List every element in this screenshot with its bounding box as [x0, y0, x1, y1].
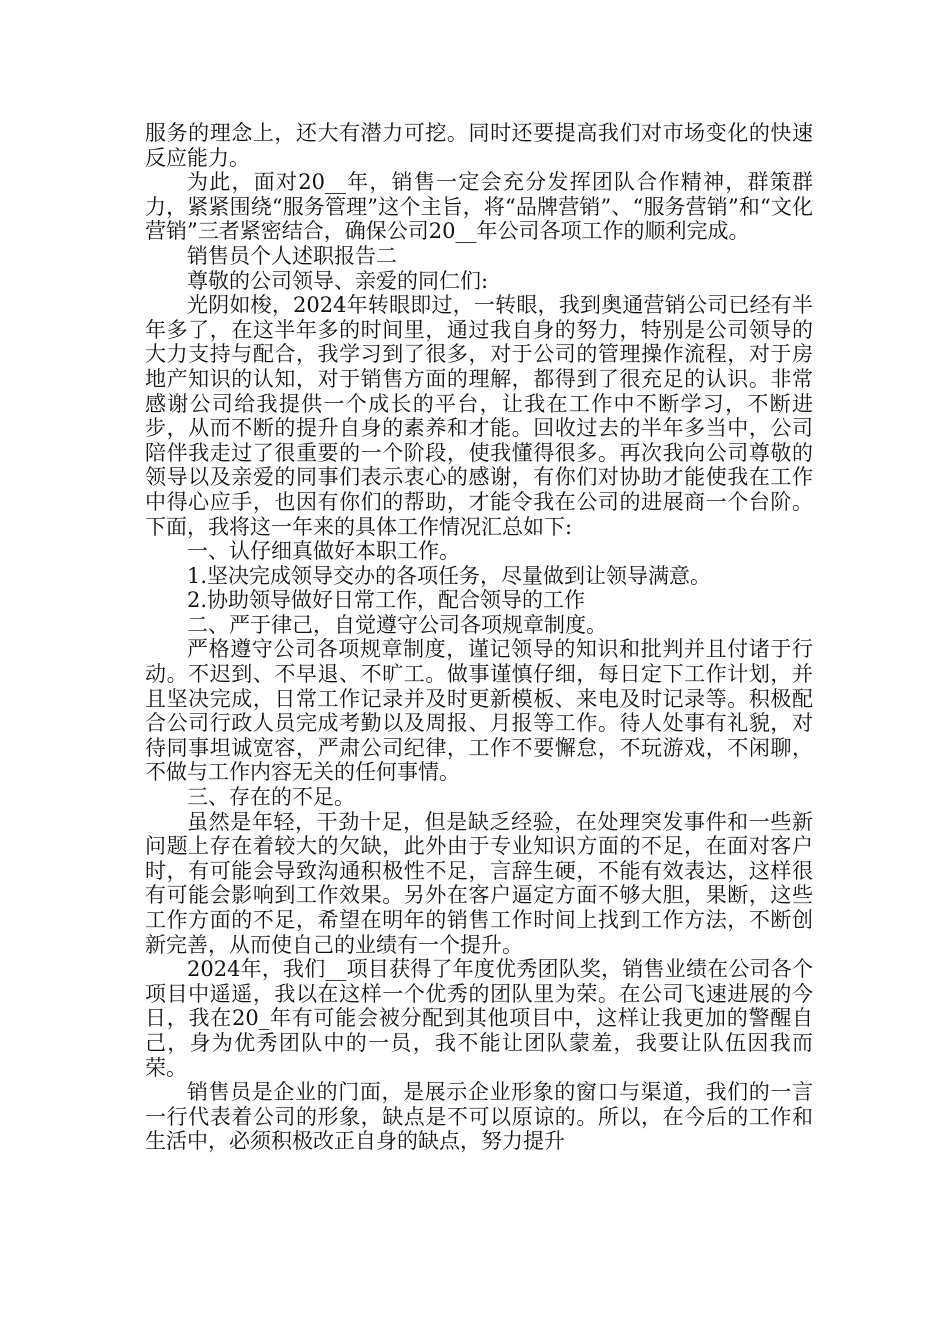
paragraph-team-award: 2024年，我们__项目获得了年度优秀团队奖，销售业绩在公司各个项目中遥遥，我以在这样一个优秀的团队里为荣。在公司飞速进展的今日，我在20_年有可能会被分配到其他项目中，这样让我更加的警醒自己，身为优秀团队中的一员，我不能让团队蒙羞，我要让队伍因我而荣。	[145, 957, 813, 1080]
paragraph-introduction: 光阴如梭，2024年转眼即过，一转眼，我到奥通营销公司已经有半年多了，在这半年多的时间里，通过我自身的努力，特别是公司领导的大力支持与配合，我学习到了很多，对于公司的管理操作流程，对于房地产知识的认知，对于销售方面的理解，都得到了很充足的认识。非常感谢公司给我提供一个成长的平台，让我在工作中不断学习，不断进步，从而不断的提升自身的素养和才能。回收过去的半年多当中，公司陪伴我走过了很重要的一个阶段，使我懂得很多。再次我向公司尊敬的领导以及亲爱的同事们表示衷心的感谢，有你们对协助才能使我在工作中得心应手，也因有你们的帮助，才能令我在公司的进展商一个台阶。下面，我将这一年来的具体工作情况汇总如下:	[145, 293, 813, 539]
heading-duty: 一、认仔细真做好本职工作。	[187, 539, 460, 564]
paragraph-team-goal: 为此，面对20__年，销售一定会充分发挥团队合作精神，群策群力，紧紧围绕“服务管理”这个主旨，将“品牌营销”、“服务营销”和“文化营销”三者紧密结合，确保公司20__年公司各项工作的顺利完成。	[145, 170, 813, 244]
paragraph-shortcomings: 虽然是年轻，干劲十足，但是缺乏经验，在处理突发事件和一些新问题上存在着较大的欠缺，此外由于专业知识方面的不足，在面对客户时，有可能会导致沟通积极性不足，言辞生硬，不能有效表达，这样很有可能会影响到工作效果。另外在客户逼定方面不够大胆，果断，这些工作方面的不足，希望在明年的销售工作时间上找到工作方法，不断创新完善，从而使自己的业绩有一个提升。	[145, 809, 813, 957]
list-item-1: 1.坚决完成领导交办的各项任务，尽量做到让领导满意。	[187, 563, 712, 588]
paragraph-conclusion: 销售员是企业的门面，是展示企业形象的窗口与渠道，我们的一言一行代表着公司的形象，缺点是不可以原谅的。所以，在今后的工作和生活中，必须积极改正自身的缺点，努力提升	[145, 1080, 813, 1154]
heading-shortcomings: 三、存在的不足。	[187, 785, 355, 810]
salutation: 尊敬的公司领导、亲爱的同仁们:	[187, 268, 489, 293]
paragraph-discipline: 严格遵守公司各项规章制度，谨记领导的知识和批判并且付诸于行动。不迟到、不早退、不旷工。做事谨慎仔细，每日定下工作计划，并且坚决完成，日常工作记录并及时更新模板、来电及时记录等。积极配合公司行政人员完成考勤以及周报、月报等工作。待人处事有礼貌，对待同事坦诚宽容，严肃公司纪律，工作不要懈怠，不玩游戏，不闲聊，不做与工作内容无关的任何事情。	[145, 637, 813, 785]
paragraph-service-ability: 服务的理念上，还大有潜力可挖。同时还要提高我们对市场变化的快速反应能力。	[145, 121, 813, 170]
section-title: 销售员个人述职报告二	[187, 243, 397, 268]
list-item-2: 2.协助领导做好日常工作，配合领导的工作	[187, 588, 586, 613]
heading-discipline: 二、严于律己，自觉遵守公司各项规章制度。	[187, 612, 607, 637]
document-page	[145, 121, 813, 1154]
